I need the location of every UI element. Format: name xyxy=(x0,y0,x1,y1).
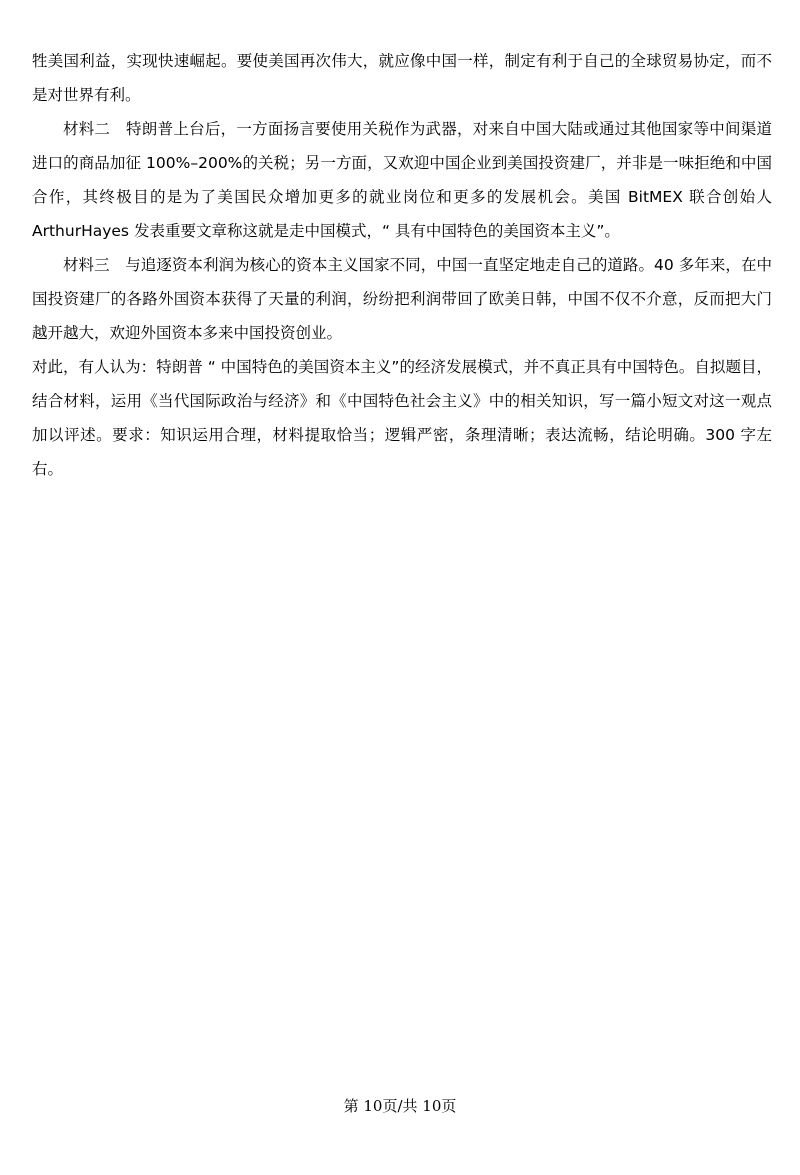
page-number-footer: 第 10页/共 10页 xyxy=(343,1097,457,1115)
paragraph-continuation: 牲美国利益，实现快速崛起。要使美国再次伟大，就应像中国一样，制定有利于自己的全球贸易协定，而不是对世界有利。 xyxy=(32,52,772,104)
paragraph-material-2: 材料二 特朗普上台后，一方面扬言要使用关税作为武器，对来自中国大陆或通过其他国家等中间渠道进口的商品加征 100%–200%的关税；另一方面，又欢迎中国企业到美国投资建厂，并非是一味拒绝和中国合作，其终极目的是为了美国民众增加更多的就业岗位和更多的发展机会。美国 BitMEX 联合创始人 ArthurHayes 发表重要文章称这就是走中国模式，“ 具有中国特色的美国资本主义”。 xyxy=(32,120,772,240)
paragraph-material-3: 材料三 与追逐资本利润为核心的资本主义国家不同，中国一直坚定地走自己的道路。40 多年来，在中国投资建厂的各路外国资本获得了天量的利润，纷纷把利润带回了欧美日韩，中国不仅不介意，反而把大门越开越大，欢迎外国资本多来中国投资创业。 xyxy=(32,256,772,342)
document-body xyxy=(32,44,772,486)
paragraph-question: 对此，有人认为：特朗普 “ 中国特色的美国资本主义”的经济发展模式，并不真正具有中国特色。自拟题目，结合材料，运用《当代国际政治与经济》和《中国特色社会主义》中的相关知识，写一篇小短文对这一观点加以评述。要求：知识运用合理，材料提取恰当；逻辑严密，条理清晰；表达流畅，结论明确。300 字左右。 xyxy=(32,358,772,478)
